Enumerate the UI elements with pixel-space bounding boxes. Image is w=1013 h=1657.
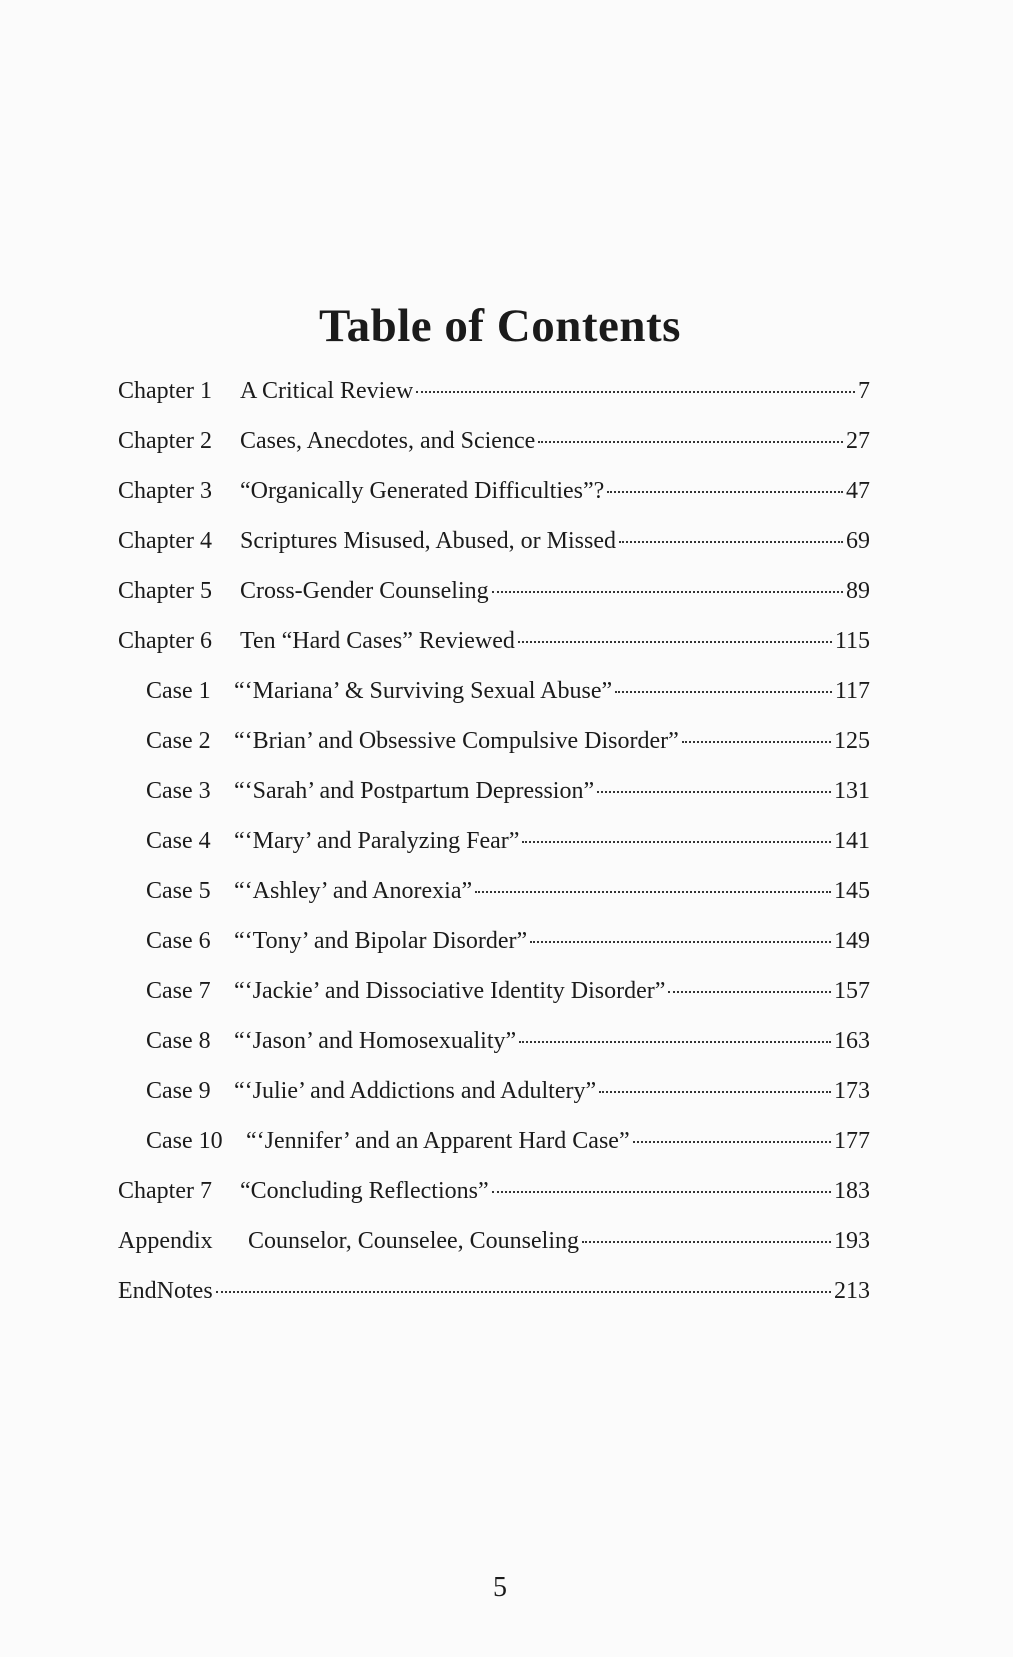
toc-entry-title: “‘Ashley’ and Anorexia”	[234, 878, 473, 904]
toc-entry-title: “‘Tony’ and Bipolar Disorder”	[234, 928, 528, 954]
dot-leader	[530, 941, 831, 943]
toc-entry-page: 149	[834, 928, 870, 954]
toc-entry-label: Case 7	[146, 978, 211, 1004]
toc-entry-case-2	[118, 728, 870, 778]
toc-entry-case-1	[118, 678, 870, 728]
toc-entry-title: “‘Jason’ and Homosexuality”	[234, 1028, 517, 1054]
toc-entry-page: 7	[858, 378, 870, 404]
toc-entry-title: “‘Jennifer’ and an Apparent Hard Case”	[246, 1128, 630, 1154]
toc-entry-chapter-6	[118, 628, 870, 678]
toc-entry-title: Cases, Anecdotes, and Science	[240, 428, 536, 454]
toc-entry-page: 193	[834, 1228, 870, 1254]
page-title: Table of Contents	[319, 300, 681, 352]
toc-entry-chapter-1	[118, 378, 870, 428]
toc-entry-title: Scriptures Misused, Abused, or Missed	[240, 528, 616, 554]
toc-entry-title: Counselor, Counselee, Counseling	[248, 1228, 580, 1254]
toc-entry-chapter-3	[118, 478, 870, 528]
dot-leader	[668, 991, 831, 993]
toc-entry-endnotes	[118, 1278, 870, 1328]
toc-entry-title: “‘Mariana’ & Surviving Sexual Abuse”	[234, 678, 613, 704]
toc-entry-case-10	[118, 1128, 870, 1178]
toc-entry-label: Chapter 7	[118, 1178, 212, 1204]
toc-entry-label: Chapter 5	[118, 578, 212, 604]
toc-entry-title: “Organically Generated Difficulties”?	[240, 478, 605, 504]
toc-entry-page: 141	[834, 828, 870, 854]
toc-entry-page: 213	[834, 1278, 870, 1304]
dot-leader	[416, 391, 855, 393]
toc-entry-title: A Critical Review	[240, 378, 414, 404]
toc-entry-case-6	[118, 928, 870, 978]
dot-leader	[519, 1041, 831, 1043]
toc-entry-page: 117	[834, 678, 870, 704]
dot-leader	[518, 641, 832, 643]
toc-entry-page: 125	[834, 728, 870, 754]
table-of-contents	[118, 378, 870, 1328]
dot-leader	[682, 741, 831, 743]
toc-entry-label: Case 4	[146, 828, 211, 854]
toc-entry-label: Chapter 6	[118, 628, 212, 654]
dot-leader	[538, 441, 843, 443]
dot-leader	[216, 1291, 831, 1293]
toc-entry-title: “Concluding Reflections”	[240, 1178, 489, 1204]
toc-entry-title: “‘Brian’ and Obsessive Compulsive Disorder”	[234, 728, 679, 754]
toc-entry-chapter-7	[118, 1178, 870, 1228]
toc-entry-chapter-5	[118, 578, 870, 628]
toc-entry-page: 173	[834, 1078, 870, 1104]
toc-entry-label: Case 10	[146, 1128, 223, 1154]
toc-entry-title: Ten “Hard Cases” Reviewed	[240, 628, 515, 654]
dot-leader	[475, 891, 831, 893]
toc-entry-case-8	[118, 1028, 870, 1078]
toc-entry-case-9	[118, 1078, 870, 1128]
dot-leader	[633, 1141, 831, 1143]
dot-leader	[597, 791, 831, 793]
toc-entry-chapter-2	[118, 428, 870, 478]
dot-leader	[492, 1191, 831, 1193]
toc-entry-page: 163	[834, 1028, 870, 1054]
toc-entry-case-5	[118, 878, 870, 928]
toc-entry-title: “‘Mary’ and Paralyzing Fear”	[234, 828, 520, 854]
dot-leader	[619, 541, 843, 543]
dot-leader	[599, 1091, 831, 1093]
toc-entry-label: Case 5	[146, 878, 211, 904]
toc-entry-label: Case 8	[146, 1028, 211, 1054]
toc-entry-title: Cross-Gender Counseling	[240, 578, 489, 604]
toc-entry-title: EndNotes	[118, 1278, 213, 1304]
toc-entry-page: 157	[834, 978, 870, 1004]
dot-leader	[522, 841, 831, 843]
toc-entry-page: 27	[846, 428, 870, 454]
toc-entry-page: 89	[846, 578, 870, 604]
toc-entry-page: 177	[834, 1128, 870, 1154]
dot-leader	[492, 591, 843, 593]
toc-entry-page: 183	[834, 1178, 870, 1204]
toc-entry-label: Chapter 3	[118, 478, 212, 504]
toc-entry-case-3	[118, 778, 870, 828]
toc-entry-label: Appendix	[118, 1228, 213, 1254]
toc-entry-page: 131	[834, 778, 870, 804]
toc-entry-appendix	[118, 1228, 870, 1278]
toc-entry-page: 145	[834, 878, 870, 904]
toc-entry-page: 115	[834, 628, 870, 654]
toc-entry-label: Case 1	[146, 678, 211, 704]
toc-entry-label: Chapter 2	[118, 428, 212, 454]
toc-entry-label: Case 2	[146, 728, 211, 754]
toc-entry-label: Case 9	[146, 1078, 211, 1104]
toc-entry-page: 47	[846, 478, 870, 504]
toc-entry-case-4	[118, 828, 870, 878]
toc-entry-title: “‘Sarah’ and Postpartum Depression”	[234, 778, 595, 804]
dot-leader	[615, 691, 832, 693]
page-number: 5	[493, 1572, 507, 1603]
dot-leader	[607, 491, 843, 493]
toc-entry-chapter-4	[118, 528, 870, 578]
toc-entry-label: Chapter 4	[118, 528, 212, 554]
toc-entry-label: Case 3	[146, 778, 211, 804]
toc-entry-title: “‘Julie’ and Addictions and Adultery”	[234, 1078, 597, 1104]
dot-leader	[582, 1241, 831, 1243]
toc-entry-label: Case 6	[146, 928, 211, 954]
toc-entry-title: “‘Jackie’ and Dissociative Identity Disorder”	[234, 978, 666, 1004]
toc-entry-label: Chapter 1	[118, 378, 212, 404]
toc-entry-page: 69	[846, 528, 870, 554]
toc-entry-case-7	[118, 978, 870, 1028]
